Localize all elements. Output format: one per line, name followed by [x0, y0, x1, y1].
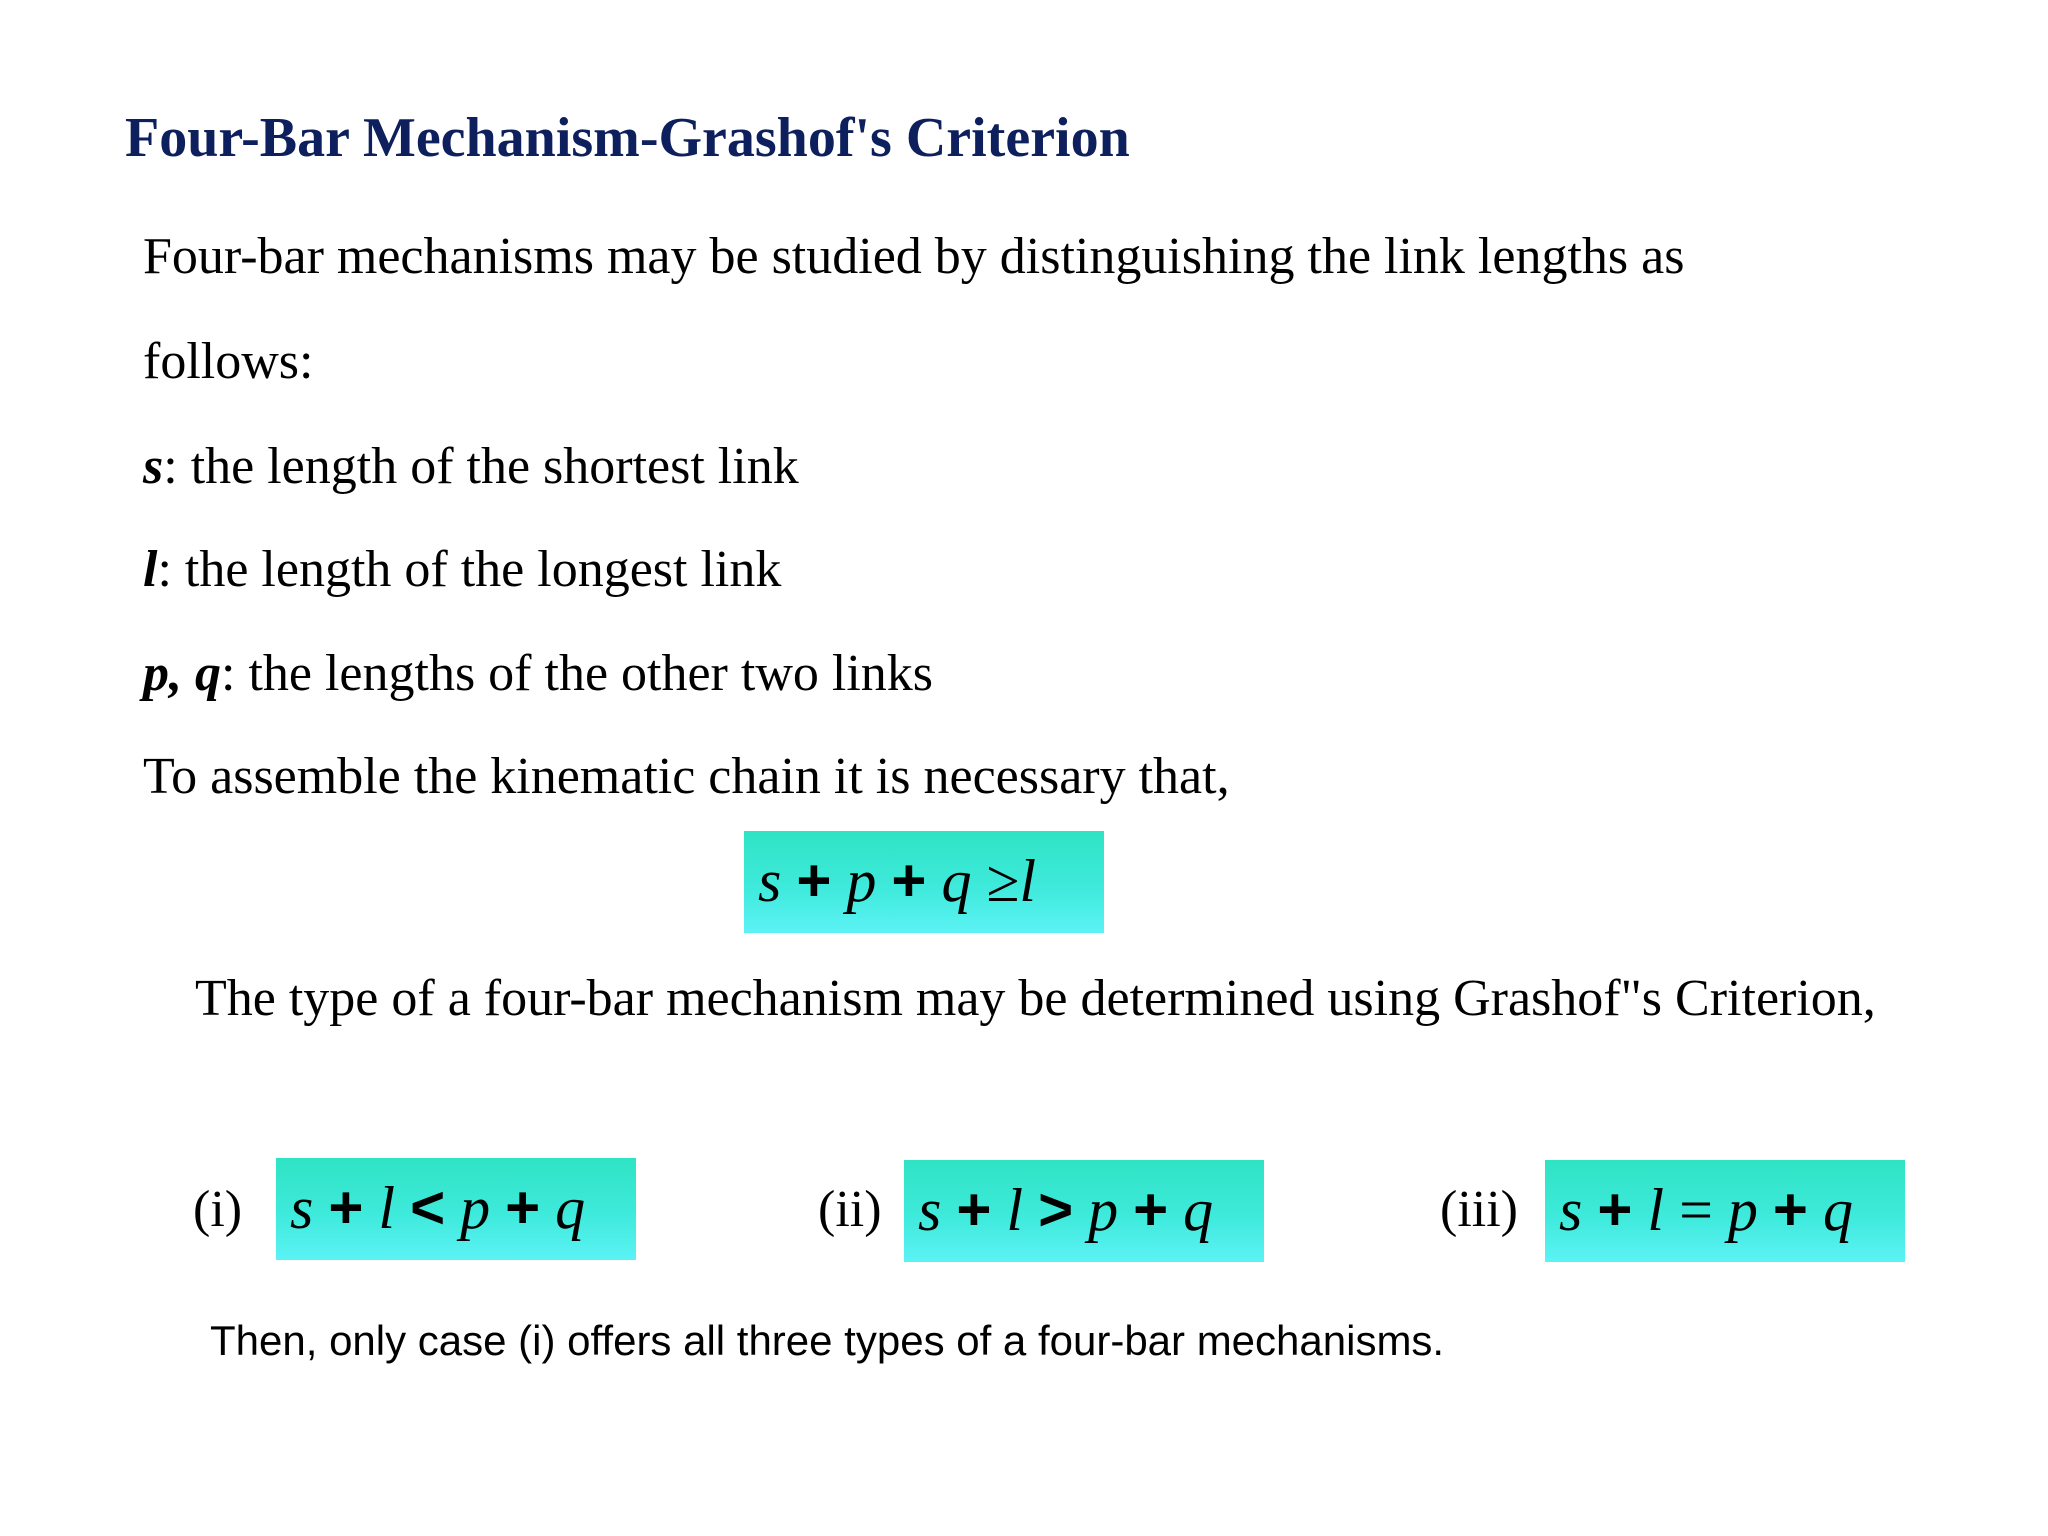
formula-q: q — [1183, 1177, 1214, 1243]
formula-q: q — [555, 1175, 586, 1241]
definition-text: : the length of the shortest link — [163, 438, 799, 495]
case-iii-label: (iii) — [1440, 1181, 1518, 1238]
grashof-paragraph: The type of a four-bar mechanism may be determined using Grashof"s Criterion, — [195, 970, 1876, 1027]
formula-q: q — [1822, 1177, 1853, 1243]
case-i-formula — [276, 1158, 636, 1260]
symbol-p-q: p, q — [143, 645, 221, 702]
definition-text: : the lengths of the other two links — [221, 645, 934, 702]
formula-relation: > — [1038, 1176, 1074, 1243]
formula-plus: + — [328, 1174, 364, 1241]
formula-l: l — [1006, 1177, 1024, 1243]
formula-relation: < — [410, 1174, 446, 1241]
assembly-formula — [744, 831, 1104, 933]
formula-l: l — [1647, 1177, 1665, 1243]
formula-p: p — [1088, 1177, 1119, 1243]
formula-plus: + — [796, 847, 832, 914]
formula-p: p — [1727, 1177, 1758, 1243]
formula-geq: ≥ — [986, 848, 1020, 914]
formula-l: l — [1019, 848, 1037, 914]
formula-l: l — [378, 1175, 396, 1241]
intro-line-1: Four-bar mechanisms may be studied by distinguishing the link lengths as — [143, 228, 1685, 285]
formula-plus: + — [1133, 1176, 1169, 1243]
definition-text: : the length of the longest link — [157, 541, 782, 598]
symbol-l: l — [143, 541, 158, 598]
formula-q: q — [941, 848, 972, 914]
conclusion-text: Then, only case (i) offers all three types of a four-bar mechanisms. — [210, 1317, 1445, 1364]
case-ii-formula — [904, 1160, 1264, 1262]
formula-s: s — [290, 1175, 314, 1241]
formula-plus: + — [1597, 1176, 1633, 1243]
case-ii-label: (ii) — [818, 1181, 882, 1238]
formula-plus: + — [956, 1176, 992, 1243]
case-i-label: (i) — [193, 1181, 243, 1238]
definition-others — [143, 642, 933, 706]
symbol-s: s — [143, 438, 164, 495]
formula-s: s — [758, 848, 782, 914]
slide-title: Four-Bar Mechanism-Grashof's Criterion — [125, 107, 1130, 169]
formula-p: p — [846, 848, 877, 914]
definition-longest — [143, 538, 781, 602]
formula-s: s — [918, 1177, 942, 1243]
formula-plus: + — [505, 1174, 541, 1241]
formula-plus: + — [1772, 1176, 1808, 1243]
formula-plus: + — [891, 847, 927, 914]
definition-shortest — [143, 435, 799, 499]
formula-relation: = — [1679, 1177, 1713, 1243]
formula-s: s — [1559, 1177, 1583, 1243]
formula-p: p — [460, 1175, 491, 1241]
case-iii-formula — [1545, 1160, 1905, 1262]
intro-line-2: follows: — [143, 333, 314, 390]
assemble-text: To assemble the kinematic chain it is necessary that, — [143, 748, 1230, 805]
